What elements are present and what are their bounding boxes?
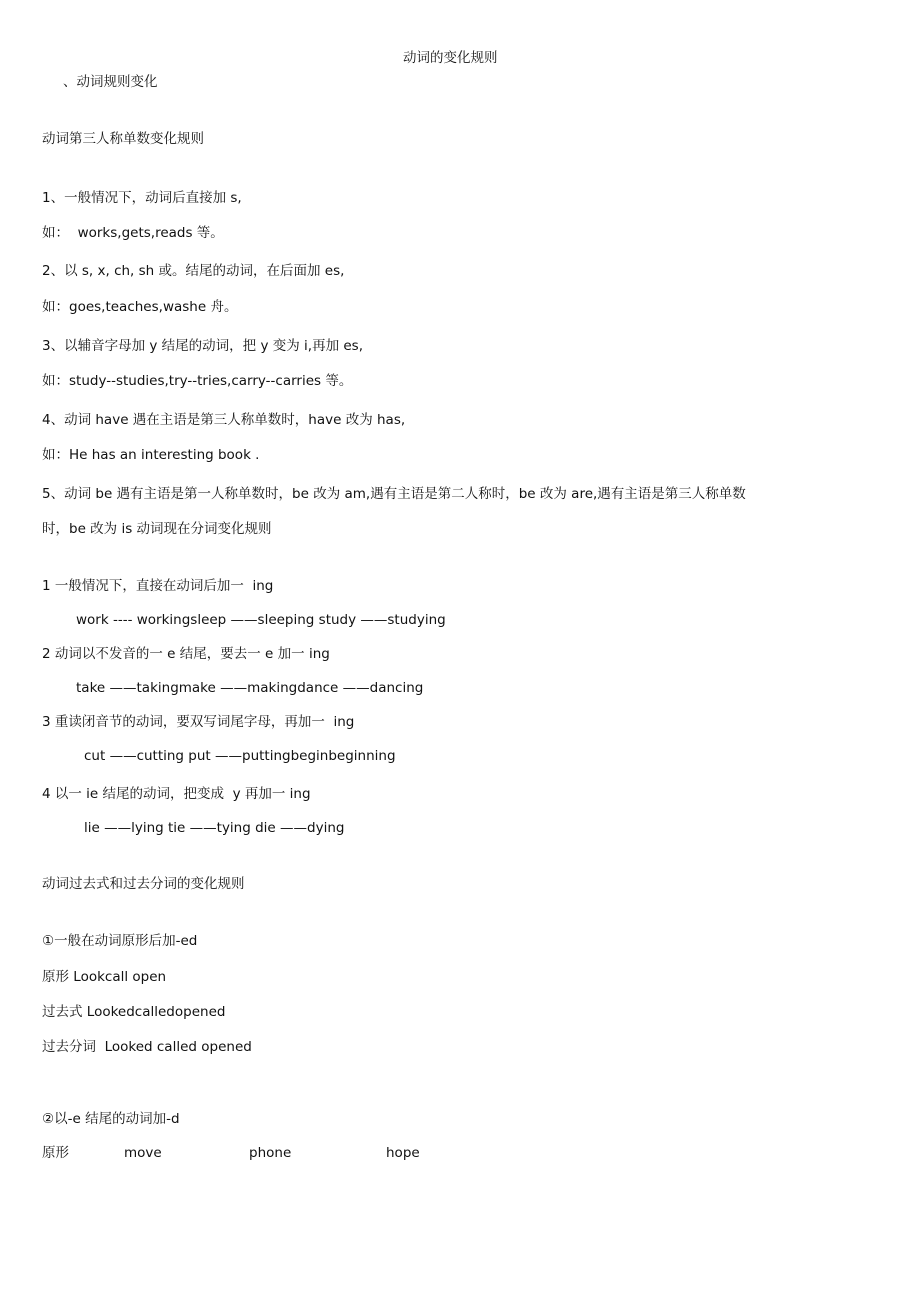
third-person-rule-5-line-1: 5、动词 be 遇有主语是第一人称单数时，be 改为 am,遇有主语是第二人称时，be 改为 are,遇有主语是第三人称单数 bbox=[42, 486, 746, 502]
past-forms-table-label: 原形 bbox=[42, 1145, 69, 1161]
past-forms-past-participle-line: 过去分词 Looked called opened bbox=[42, 1039, 252, 1055]
third-person-example-1: 如： works,gets,reads 等。 bbox=[42, 225, 224, 241]
past-forms-past-line: 过去式 Lookedcalledopened bbox=[42, 1004, 226, 1020]
third-person-rule-3: 3、以辅音字母加 y 结尾的动词，把 y 变为 i,再加 es, bbox=[42, 338, 363, 354]
present-participle-example-2: take ——takingmake ——makingdance ——dancing bbox=[76, 680, 424, 696]
section-heading-regular-changes: 、动词规则变化 bbox=[63, 74, 158, 90]
present-participle-rule-2: 2 动词以不发音的一 e 结尾，要去一 e 加一 ing bbox=[42, 646, 330, 662]
past-forms-table-word-1: move bbox=[124, 1145, 162, 1161]
third-person-example-4: 如：He has an interesting book . bbox=[42, 447, 260, 463]
third-person-rule-1: 1、一般情况下，动词后直接加 s, bbox=[42, 190, 242, 206]
past-forms-base-line: 原形 Lookcall open bbox=[42, 969, 167, 985]
page-title: 动词的变化规则 bbox=[403, 50, 498, 66]
present-participle-example-3: cut ——cutting put ——puttingbeginbeginning bbox=[84, 748, 396, 764]
third-person-rule-4: 4、动词 have 遇在主语是第三人称单数时，have 改为 has, bbox=[42, 412, 406, 428]
third-person-example-2: 如：goes,teaches,washe 舟。 bbox=[42, 299, 238, 315]
present-participle-example-4: lie ——lying tie ——tying die ——dying bbox=[84, 820, 345, 836]
past-forms-rule-2: ②以-e 结尾的动词加-d bbox=[42, 1111, 180, 1127]
present-participle-example-1: work ---- workingsleep ——sleeping study ——studying bbox=[76, 612, 446, 628]
third-person-rule-5-line-2: 时，be 改为 is 动词现在分词变化规则 bbox=[42, 521, 272, 537]
past-forms-heading: 动词过去式和过去分词的变化规则 bbox=[42, 876, 245, 892]
third-person-rule-2: 2、以 s, x, ch, sh 或。结尾的动词，在后面加 es, bbox=[42, 263, 345, 279]
past-forms-table-word-3: hope bbox=[386, 1145, 420, 1161]
third-person-example-3: 如：study--studies,try--tries,carry--carries 等。 bbox=[42, 373, 353, 389]
present-participle-rule-4: 4 以一 ie 结尾的动词，把变成 y 再加一 ing bbox=[42, 786, 311, 802]
past-forms-rule-1: ①一般在动词原形后加-ed bbox=[42, 933, 198, 949]
past-forms-table-word-2: phone bbox=[249, 1145, 292, 1161]
third-person-heading: 动词第三人称单数变化规则 bbox=[42, 131, 204, 147]
present-participle-rule-3: 3 重读闭音节的动词，要双写词尾字母，再加一 ing bbox=[42, 714, 355, 730]
present-participle-rule-1: 1 一般情况下，直接在动词后加一 ing bbox=[42, 578, 274, 594]
